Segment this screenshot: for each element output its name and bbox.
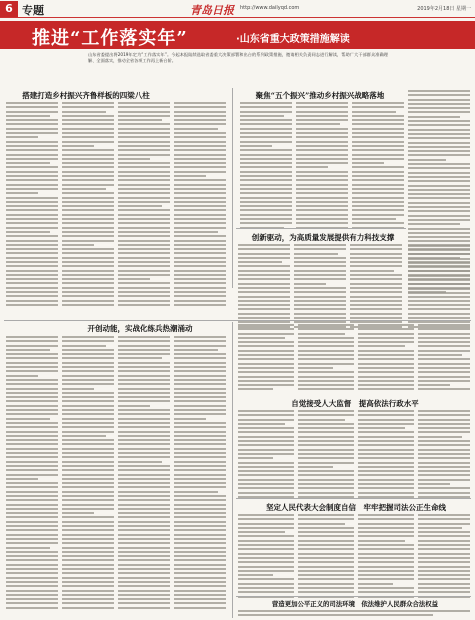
article-5-col-4 [418,410,470,500]
article-1-col-3 [118,102,170,308]
article-3-col-3 [350,244,402,330]
article-6-col-2 [298,514,354,600]
article-2-title: 聚焦“五个振兴”推动乡村振兴战略落地 [255,91,385,100]
article-4-col-2 [62,336,114,611]
article-6-col-3 [358,514,414,600]
column-divider [232,322,233,618]
column-divider [232,88,233,288]
article-5-lead-col-2 [298,324,354,393]
article-1-col-2 [62,102,114,308]
section-divider [236,596,471,597]
section-divider [236,228,406,229]
article-4-col-1 [6,336,58,611]
article-4-col-3 [118,336,170,611]
page-number: 6 [0,1,18,17]
page-header [0,0,475,18]
article-3-col-1 [238,244,290,330]
banner-title: 推进“工作落实年” [32,28,188,49]
section-divider [4,320,471,321]
issue-date: 2019年2月18日 星期一 [417,6,471,12]
article-5-lead-col-4 [418,324,470,393]
article-5-title: 自觉接受人大监督 提高依法行政水平 [291,399,419,408]
intro-paragraph: 山东省委提出将2019年定为“工作落实年”。今起本报陆续选取省委重大决策部署和出台的系列政策措施，邀请相关负责同志进行解读，帮助广大干部群众准确理解、全面落实，推动全省各项工作再上新台阶。 [88,52,388,63]
article-1-title: 搭建打造乡村振兴齐鲁样板的四梁八柱 [22,91,150,100]
article-2-col-1 [240,102,292,231]
masthead-logo: 青岛日报 [190,4,234,17]
article-1-col-1 [6,102,58,308]
article-5-col-1 [238,410,294,500]
article-6-title: 坚定人民代表大会制度自信 牢牢把握司法公正生命线 [266,503,446,512]
article-3-col-2 [294,244,346,330]
section-divider [236,498,471,499]
article-4-col-4 [174,336,226,611]
article-6-col-4 [418,514,470,600]
article-6-col-1 [238,514,294,600]
topic-banner [0,21,475,49]
site-url[interactable]: http://www.dailyqd.com [240,5,300,11]
article-3-col-4 [408,244,470,330]
article-2-col-2 [296,102,348,231]
article-5-lead-col-3 [358,324,414,393]
article-3-title: 创新驱动，为高质量发展提供有力科技支撑 [251,233,395,242]
banner-subtitle: ·山东省重大政策措施解读 [236,34,350,45]
article-5-col-3 [358,410,414,500]
article-2-col-3 [352,102,404,231]
article-5-col-2 [298,410,354,500]
article-7-title: 营造更加公平正义的司法环境 依法维护人民群众合法权益 [271,600,439,608]
article-4-title: 开创动能，实战化练兵热潮涌动 [87,324,193,333]
article-7-body [238,610,470,619]
section-name: 专题 [22,4,44,17]
article-1-col-4 [174,102,226,308]
article-5-lead-col-1 [238,324,294,393]
